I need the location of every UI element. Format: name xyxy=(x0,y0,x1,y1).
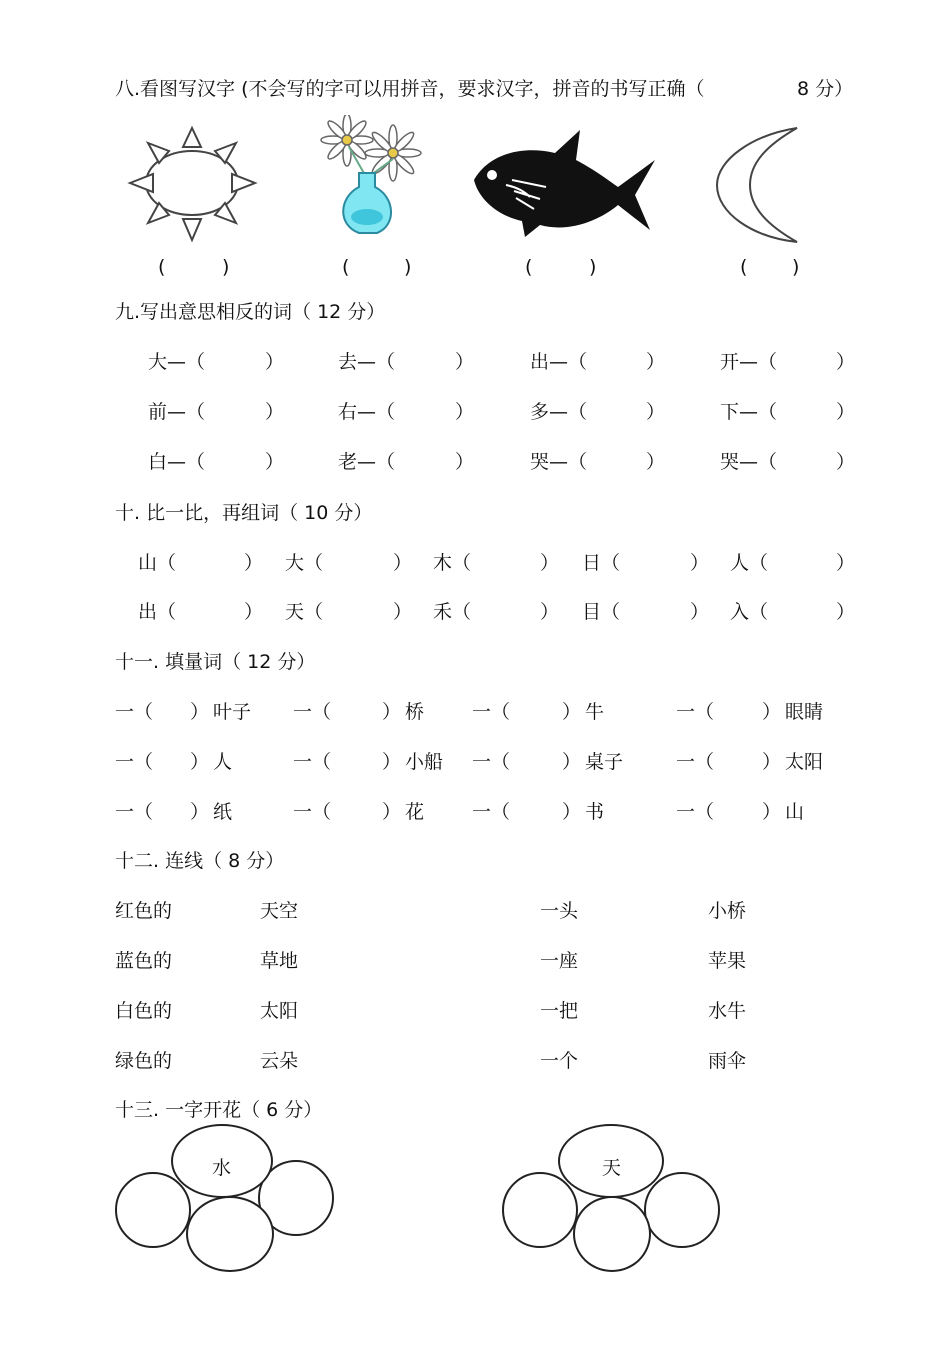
compare-close: ） xyxy=(836,601,856,623)
measure-noun: 牛 xyxy=(585,701,605,723)
measure-noun: 书 xyxy=(585,801,605,823)
picture-2-blank-close: ) xyxy=(404,256,412,278)
measure-noun: 叶子 xyxy=(213,701,252,723)
match-right-item: 一头 xyxy=(540,900,579,922)
antonym-close: ） xyxy=(836,401,856,423)
antonym-item: 哭—（ xyxy=(530,451,588,473)
antonym-close: ） xyxy=(646,401,666,423)
petal-circle[interactable] xyxy=(573,1196,651,1272)
measure-prefix: 一（ xyxy=(293,751,332,773)
antonym-close: ） xyxy=(646,451,666,473)
flower-vase-icon xyxy=(315,115,435,240)
match-left-item: 红色的 xyxy=(115,900,173,922)
antonym-item: 出—（ xyxy=(530,351,588,373)
antonym-item: 去—（ xyxy=(338,351,396,373)
section-10-title: 十. 比一比，再组词（ 10 分） xyxy=(115,502,373,524)
measure-noun: 花 xyxy=(405,801,425,823)
sun-icon xyxy=(125,125,260,245)
picture-3-blank-open: ( xyxy=(525,256,533,278)
match-right-target: 苹果 xyxy=(708,950,747,972)
section-8-points: 8 分） xyxy=(797,78,854,100)
measure-close: ） xyxy=(762,701,782,723)
compare-item: 入（ xyxy=(730,601,769,623)
compare-close: ） xyxy=(836,552,856,574)
measure-close: ） xyxy=(562,701,582,723)
compare-close: ） xyxy=(244,552,264,574)
measure-prefix: 一（ xyxy=(293,701,332,723)
measure-prefix: 一（ xyxy=(472,701,511,723)
crescent-moon-icon xyxy=(712,125,807,245)
antonym-close: ） xyxy=(836,451,856,473)
section-8-title: 八.看图写汉字 (不会写的字可以用拼音，要求汉字，拼音的书写正确（ xyxy=(115,78,705,100)
antonym-item: 右—（ xyxy=(338,401,396,423)
measure-noun: 太阳 xyxy=(785,751,824,773)
measure-prefix: 一（ xyxy=(115,801,154,823)
antonym-item: 前—（ xyxy=(148,401,206,423)
antonym-close: ） xyxy=(265,351,285,373)
measure-prefix: 一（ xyxy=(472,801,511,823)
compare-item: 山（ xyxy=(138,552,177,574)
compare-close: ） xyxy=(540,601,560,623)
picture-2-blank-open: ( xyxy=(342,256,350,278)
measure-noun: 桌子 xyxy=(585,751,624,773)
measure-close: ） xyxy=(382,701,402,723)
measure-prefix: 一（ xyxy=(676,801,715,823)
antonym-close: ） xyxy=(836,351,856,373)
compare-close: ） xyxy=(690,601,710,623)
compare-item: 木（ xyxy=(433,552,472,574)
picture-4-blank-open: ( xyxy=(740,256,748,278)
measure-close: ） xyxy=(190,751,210,773)
compare-close: ） xyxy=(244,601,264,623)
antonym-close: ） xyxy=(455,351,475,373)
picture-1-blank-open: ( xyxy=(158,256,166,278)
flower-center-char: 水 xyxy=(212,1157,232,1179)
compare-item: 天（ xyxy=(285,601,324,623)
measure-noun: 桥 xyxy=(405,701,425,723)
picture-4-blank-close: ) xyxy=(792,256,800,278)
compare-close: ） xyxy=(540,552,560,574)
antonym-item: 哭—（ xyxy=(720,451,778,473)
section-11-title: 十一. 填量词（ 12 分） xyxy=(115,651,316,673)
match-right-item: 一个 xyxy=(540,1050,579,1072)
antonym-close: ） xyxy=(646,351,666,373)
compare-item: 禾（ xyxy=(433,601,472,623)
measure-prefix: 一（ xyxy=(676,701,715,723)
measure-prefix: 一（ xyxy=(472,751,511,773)
petal-circle[interactable] xyxy=(115,1172,191,1248)
flower-center-char: 天 xyxy=(602,1157,622,1179)
measure-noun: 人 xyxy=(213,751,233,773)
compare-item: 日（ xyxy=(582,552,621,574)
antonym-close: ） xyxy=(455,401,475,423)
antonym-close: ） xyxy=(265,451,285,473)
compare-item: 人（ xyxy=(730,552,769,574)
measure-noun: 眼睛 xyxy=(785,701,824,723)
petal-circle[interactable] xyxy=(644,1172,720,1248)
picture-1-blank-close: ) xyxy=(222,256,230,278)
antonym-item: 老—（ xyxy=(338,451,396,473)
section-9-title: 九.写出意思相反的词（ 12 分） xyxy=(115,301,386,323)
measure-noun: 纸 xyxy=(213,801,233,823)
match-right-target: 水牛 xyxy=(708,1000,747,1022)
measure-noun: 小船 xyxy=(405,751,444,773)
measure-close: ） xyxy=(562,801,582,823)
antonym-close: ） xyxy=(265,401,285,423)
measure-close: ） xyxy=(762,801,782,823)
antonym-item: 多—（ xyxy=(530,401,588,423)
measure-prefix: 一（ xyxy=(293,801,332,823)
petal-circle[interactable] xyxy=(186,1196,274,1272)
picture-3-blank-close: ) xyxy=(589,256,597,278)
antonym-close: ） xyxy=(455,451,475,473)
measure-prefix: 一（ xyxy=(676,751,715,773)
compare-close: ） xyxy=(393,601,413,623)
antonym-item: 白—（ xyxy=(148,451,206,473)
petal-circle[interactable] xyxy=(502,1172,578,1248)
measure-prefix: 一（ xyxy=(115,701,154,723)
measure-close: ） xyxy=(762,751,782,773)
match-left-target: 太阳 xyxy=(260,1000,299,1022)
compare-close: ） xyxy=(690,552,710,574)
measure-close: ） xyxy=(382,801,402,823)
compare-item: 目（ xyxy=(582,601,621,623)
section-13-title: 十三. 一字开花（ 6 分） xyxy=(115,1099,323,1121)
match-left-target: 云朵 xyxy=(260,1050,299,1072)
measure-close: ） xyxy=(190,801,210,823)
measure-close: ） xyxy=(382,751,402,773)
compare-close: ） xyxy=(393,552,413,574)
match-left-item: 绿色的 xyxy=(115,1050,173,1072)
measure-close: ） xyxy=(190,701,210,723)
fish-icon xyxy=(470,125,660,240)
match-right-target: 小桥 xyxy=(708,900,747,922)
match-left-target: 草地 xyxy=(260,950,299,972)
match-left-target: 天空 xyxy=(260,900,299,922)
match-left-item: 白色的 xyxy=(115,1000,173,1022)
antonym-item: 大—（ xyxy=(148,351,206,373)
measure-close: ） xyxy=(562,751,582,773)
match-right-item: 一把 xyxy=(540,1000,579,1022)
match-right-target: 雨伞 xyxy=(708,1050,747,1072)
section-12-title: 十二. 连线（ 8 分） xyxy=(115,850,285,872)
antonym-item: 下—（ xyxy=(720,401,778,423)
compare-item: 大（ xyxy=(285,552,324,574)
compare-item: 出（ xyxy=(138,601,177,623)
antonym-item: 开—（ xyxy=(720,351,778,373)
match-right-item: 一座 xyxy=(540,950,579,972)
match-left-item: 蓝色的 xyxy=(115,950,173,972)
measure-prefix: 一（ xyxy=(115,751,154,773)
measure-noun: 山 xyxy=(785,801,805,823)
